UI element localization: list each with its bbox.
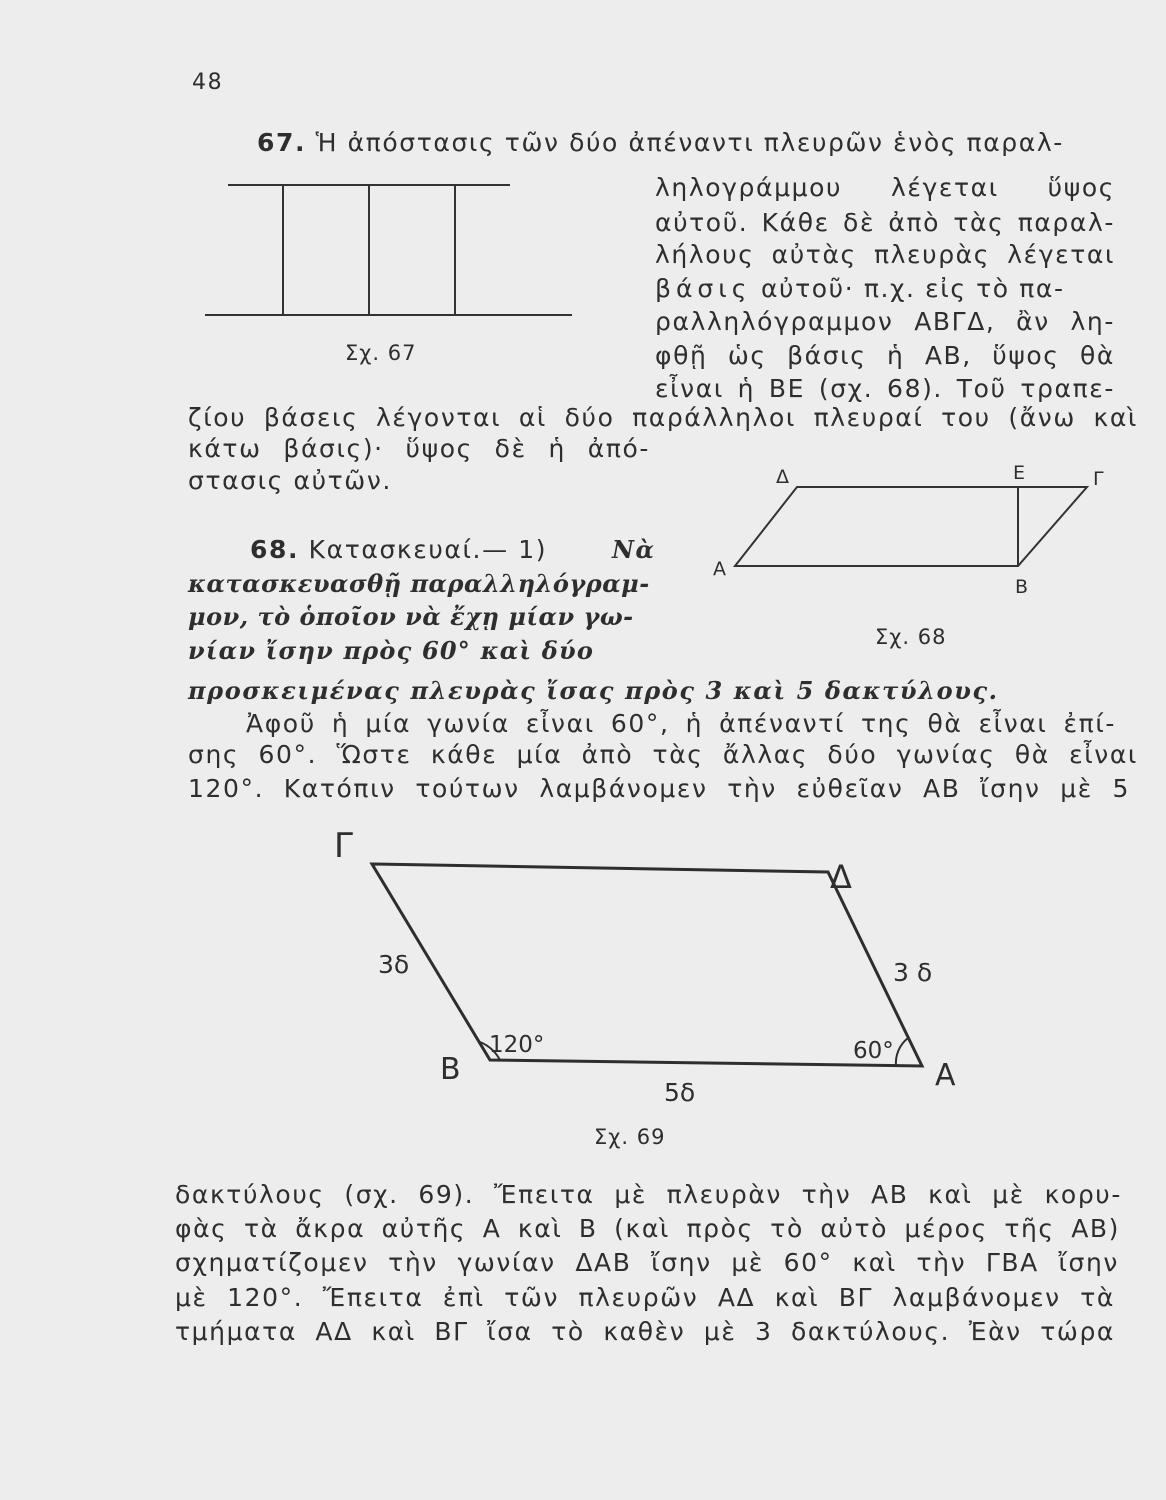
fig69-label-beta: Β: [440, 1052, 461, 1087]
fig69-angle-a: 60°: [853, 1038, 894, 1064]
page-number: 48: [192, 70, 224, 95]
section-68-number: 68.: [250, 535, 300, 564]
section-67-text-2: ληλογράμμου λέγεται ὕψος: [655, 173, 1115, 202]
fig69-side-left: 3δ: [378, 950, 410, 979]
section-68-sub: — 1): [482, 535, 548, 564]
bottom-line-5: τμήματα ΑΔ καὶ ΒΓ ἴσα τὸ καθὲν μὲ 3 δακτύλους. Ἐὰν τώρα: [175, 1317, 1115, 1346]
fig69-side-bottom: 5δ: [664, 1078, 696, 1107]
fig68-label-beta: Β: [1015, 576, 1029, 598]
fig68-label-alpha: Α: [713, 558, 726, 580]
fig68-label-epsilon: Ε: [1013, 462, 1026, 484]
bottom-line-4: μὲ 120°. Ἔπειτα ἐπὶ τῶν πλευρῶν ΑΔ καὶ ΒΓ λαμβάνομεν τὰ: [175, 1283, 1115, 1312]
section-67-line-3: αὐτοῦ. Κάθε δὲ ἀπὸ τὰς παραλ-: [655, 208, 1115, 237]
section-68-title: Κατασκευαί.: [308, 535, 483, 564]
problem-line-5: προσκειμένας πλευρὰς ἴσας πρὸς 3 καὶ 5 δακτύλους.: [188, 676, 999, 705]
problem-line-4: νίαν ἴσην πρὸς 60° καὶ δύο: [188, 636, 595, 665]
section-67-number: 67.: [257, 128, 307, 157]
figure-67-caption: Σχ. 67: [345, 341, 417, 365]
fig69-angle-b: 120°: [489, 1032, 545, 1058]
figure-69-caption: Σχ. 69: [594, 1125, 666, 1149]
figure-68-caption: Σχ. 68: [875, 625, 947, 649]
section-67-line-9: ζίου βάσεις λέγονται αἱ δύο παράλληλοι πλευραί του (ἄνω καὶ: [188, 403, 1138, 432]
fig69-label-gamma: Γ: [334, 826, 353, 866]
fig69-label-delta: Δ: [830, 858, 852, 896]
section-67-text-1: Ἡ ἀπόστασις τῶν δύο ἀπέναντι πλευρῶν ἑνὸς παραλ-: [315, 128, 1064, 157]
bottom-line-1: δακτύλους (σχ. 69). Ἔπειτα μὲ πλευρὰν τὴν ΑΒ καὶ μὲ κορυ-: [175, 1180, 1122, 1209]
bottom-line-2: φὰς τὰ ἄκρα αὐτῆς Α καὶ Β (καὶ πρὸς τὸ αὐτὸ μέρος τῆς ΑΒ): [175, 1214, 1120, 1243]
problem-line-3: μον, τὸ ὁποῖον νὰ ἔχῃ μίαν γω-: [188, 602, 634, 631]
section-67-line-4: λήλους αὐτὰς πλευρὰς λέγεται: [655, 240, 1115, 269]
text-line-3: 120°. Κατόπιν τούτων λαμβάνομεν τὴν εὐθεῖαν ΑΒ ἴσην μὲ 5: [188, 774, 1130, 803]
text-line-1: Ἀφοῦ ἡ μία γωνία εἶναι 60°, ἡ ἀπέναντί της θὰ εἶναι ἐπί-: [246, 709, 1116, 738]
section-67-line-8: εἶναι ἡ ΒΕ (σχ. 68). Τοῦ τραπε-: [655, 374, 1115, 403]
bottom-line-3: σχηματίζομεν τὴν γωνίαν ΔΑΒ ἴσην μὲ 60° καὶ τὴν ΓΒΑ ἴσην: [175, 1248, 1119, 1277]
section-67-line-6: ραλληλόγραμμον ΑΒΓΔ, ἂν λη-: [655, 307, 1115, 336]
term-basis: βάσις: [655, 274, 752, 303]
fig68-label-gamma: Γ: [1093, 468, 1104, 490]
problem-line-2: κατασκευασθῇ παραλληλόγραμ-: [188, 569, 650, 598]
fig69-side-right: 3 δ: [893, 958, 933, 987]
section-67-line-10: κάτω βάσις)· ὕψος δὲ ἡ ἀπό-: [188, 434, 650, 463]
section-67-text-5: αὐτοῦ· π.χ. εἰς τὸ πα-: [760, 274, 1065, 303]
fig68-label-delta: Δ: [776, 466, 789, 488]
text-line-2: σης 60°. Ὥστε κάθε μία ἀπὸ τὰς ἄλλας δύο γωνίας θὰ εἶναι: [188, 740, 1138, 769]
fig69-label-alpha: Α: [935, 1058, 956, 1093]
problem-line-1: Νὰ: [612, 535, 656, 564]
section-67-line-11: στασις αὐτῶν.: [188, 466, 392, 495]
section-67-line-7: φθῇ ὡς βάσις ἡ ΑΒ, ὕψος θὰ: [655, 341, 1115, 370]
